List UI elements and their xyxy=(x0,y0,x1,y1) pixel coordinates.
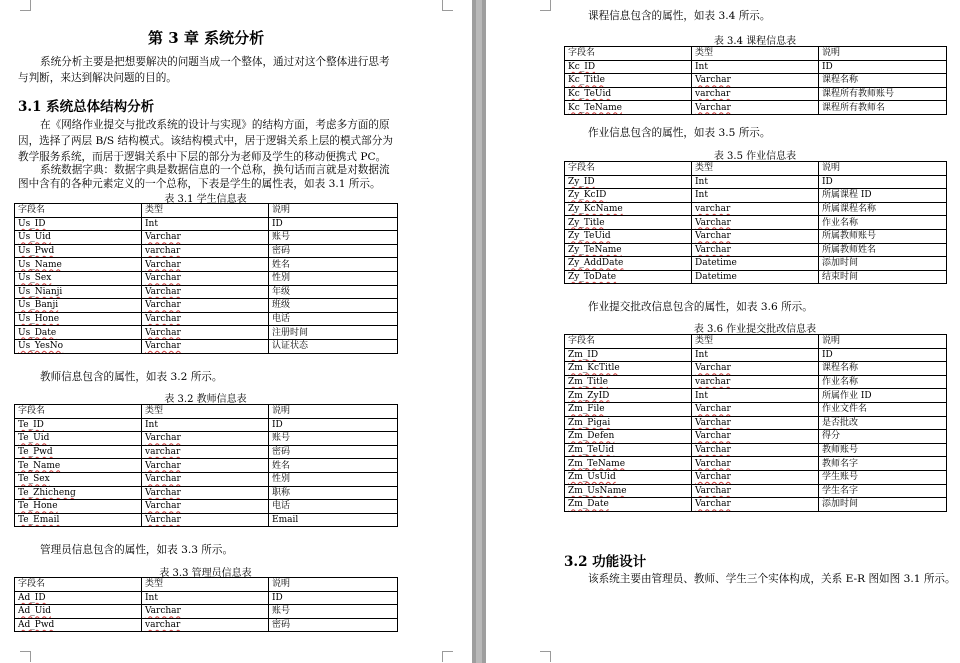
table-header-cell: 字段名 xyxy=(565,162,692,176)
table-row xyxy=(15,231,398,245)
table-row xyxy=(15,605,398,619)
table-cell: Zy_ID xyxy=(565,175,692,189)
table-cell: 电话 xyxy=(269,500,398,514)
table-cell: Us_Banji xyxy=(15,299,142,313)
table-header-cell: 字段名 xyxy=(15,578,142,592)
table-row xyxy=(565,498,947,512)
table-row xyxy=(15,285,398,299)
table-caption: 表 3.2 教师信息表 xyxy=(164,394,247,405)
table-cell: Zy_AddDate xyxy=(565,257,692,271)
table-row xyxy=(565,101,947,115)
table-cell: Ad_ID xyxy=(15,591,142,605)
table-cell: Te_Email xyxy=(15,513,142,527)
table-cell: Us_ID xyxy=(15,217,142,231)
table-cell: Us_Pwd xyxy=(15,244,142,258)
table-cell: Varchar xyxy=(692,229,819,243)
table-header-cell: 类型 xyxy=(692,335,819,349)
table-cell: 课程名称 xyxy=(819,74,947,88)
paragraph-line: 管理员信息包含的属性，如表 3.3 所示。 xyxy=(40,544,234,556)
table-header-cell: 类型 xyxy=(142,405,269,419)
table-row xyxy=(565,243,947,257)
table-cell: Varchar xyxy=(692,243,819,257)
table-cell: Varchar xyxy=(692,74,819,88)
table-cell: Te_Uid xyxy=(15,432,142,446)
table-cell: Varchar xyxy=(142,459,269,473)
table-cell: 教师名字 xyxy=(819,457,947,471)
table-cell: Varchar xyxy=(692,216,819,230)
table-header-cell: 说明 xyxy=(819,47,947,61)
table-row xyxy=(15,618,398,632)
table-cell: 账号 xyxy=(269,432,398,446)
table-cell: Us_Date xyxy=(15,326,142,340)
crop-mark xyxy=(540,651,551,662)
table-cell: Email xyxy=(269,513,398,527)
table-row xyxy=(15,271,398,285)
table-header-row xyxy=(15,204,398,218)
table-cell: Int xyxy=(692,389,819,403)
table-cell: 职称 xyxy=(269,486,398,500)
crop-mark xyxy=(442,651,453,662)
table-cell: Int xyxy=(142,217,269,231)
table-cell: ID xyxy=(269,418,398,432)
table-cell: Us_Nianji xyxy=(15,285,142,299)
table-header-cell: 说明 xyxy=(269,204,398,218)
intro-paragraph-line: 与判断，来达到解决问题的目的。 xyxy=(18,72,177,84)
table-cell: 作业名称 xyxy=(819,375,947,389)
course-info-table xyxy=(564,46,947,115)
table-cell: ID xyxy=(819,60,947,74)
table-caption: 表 3.6 作业提交批改信息表 xyxy=(693,324,817,335)
table-cell: 作业名称 xyxy=(819,216,947,230)
table-row xyxy=(565,457,947,471)
table-row xyxy=(565,430,947,444)
table-cell: 所属教师姓名 xyxy=(819,243,947,257)
table-cell: 账号 xyxy=(269,605,398,619)
table-row xyxy=(565,402,947,416)
table-row xyxy=(565,175,947,189)
paragraph-line: 在《网络作业提交与批改系统的设计与实现》的结构方面，考虑多方面的原 xyxy=(40,119,390,131)
table-cell: 学生名字 xyxy=(819,484,947,498)
table-cell: Zm_Pigai xyxy=(565,416,692,430)
table-cell: varchar xyxy=(142,618,269,632)
table-cell: Zm_UsUid xyxy=(565,470,692,484)
table-cell: Zm_Defen xyxy=(565,430,692,444)
paragraph-line: 该系统主要由管理员、教师、学生三个实体构成，关系 E-R 图如图 3.1 所示。 xyxy=(588,573,956,585)
table-header-cell: 说明 xyxy=(269,405,398,419)
table-cell: Varchar xyxy=(692,101,819,115)
table-cell: 注册时间 xyxy=(269,326,398,340)
table-cell: Zm_ID xyxy=(565,348,692,362)
student-info-table xyxy=(14,203,398,354)
table-row xyxy=(15,513,398,527)
table-cell: Varchar xyxy=(692,484,819,498)
table-cell: Int xyxy=(142,591,269,605)
table-row xyxy=(15,445,398,459)
table-cell: Zm_TeUid xyxy=(565,443,692,457)
table-cell: Int xyxy=(692,175,819,189)
table-row xyxy=(565,389,947,403)
table-row xyxy=(565,484,947,498)
table-cell: Ad_Uid xyxy=(15,605,142,619)
table-cell: Zy_ToDate xyxy=(565,270,692,284)
table-cell: Varchar xyxy=(692,362,819,376)
table-cell: Varchar xyxy=(692,457,819,471)
table-row xyxy=(15,459,398,473)
table-cell: Te_Zhicheng xyxy=(15,486,142,500)
table-caption: 表 3.3 管理员信息表 xyxy=(159,568,252,579)
table-cell: ID xyxy=(819,348,947,362)
table-cell: ID xyxy=(269,217,398,231)
table-cell: Kc_ID xyxy=(565,60,692,74)
table-cell: 教师账号 xyxy=(819,443,947,457)
table-cell: 添加时间 xyxy=(819,257,947,271)
table-cell: Te_Name xyxy=(15,459,142,473)
table-header-cell: 字段名 xyxy=(15,204,142,218)
table-cell: Varchar xyxy=(142,605,269,619)
table-cell: Zm_TeName xyxy=(565,457,692,471)
table-row xyxy=(565,74,947,88)
table-cell: Zm_KcTitle xyxy=(565,362,692,376)
table-header-cell: 类型 xyxy=(692,47,819,61)
crop-mark xyxy=(20,0,31,11)
table-cell: Varchar xyxy=(142,258,269,272)
table-row xyxy=(565,362,947,376)
table-cell: Varchar xyxy=(142,312,269,326)
table-row xyxy=(565,229,947,243)
submission-info-table xyxy=(564,334,947,512)
table-row xyxy=(15,500,398,514)
paragraph-line: 图中含有的各种元素定义的一个总称，下表是学生的属性表，如表 3.1 所示。 xyxy=(18,178,381,190)
table-cell: Varchar xyxy=(142,271,269,285)
table-row xyxy=(15,486,398,500)
table-cell: 年级 xyxy=(269,285,398,299)
table-cell: 添加时间 xyxy=(819,498,947,512)
table-header-cell: 说明 xyxy=(269,578,398,592)
table-cell: Int xyxy=(692,348,819,362)
table-row xyxy=(565,375,947,389)
paragraph-line: 作业信息包含的属性，如表 3.5 所示。 xyxy=(588,127,771,139)
table-cell: Datetime xyxy=(692,257,819,271)
paragraph-line: 系统数据字典：数据字典是数据信息的一个总称，换句话而言就是对数据流 xyxy=(40,164,390,176)
table-row xyxy=(15,258,398,272)
table-cell: Kc_TeUid xyxy=(565,87,692,101)
table-row xyxy=(565,348,947,362)
table-cell: Te_Sex xyxy=(15,472,142,486)
table-cell: Ad_Pwd xyxy=(15,618,142,632)
table-header-cell: 类型 xyxy=(692,162,819,176)
table-cell: Varchar xyxy=(692,402,819,416)
document-page-right xyxy=(486,0,960,663)
table-row xyxy=(565,416,947,430)
section-heading-3-2: 3.2 功能设计 xyxy=(564,554,647,570)
table-cell: 所属作业 ID xyxy=(819,389,947,403)
table-cell: Int xyxy=(692,189,819,203)
table-cell: Us_Sex xyxy=(15,271,142,285)
table-header-cell: 说明 xyxy=(819,162,947,176)
table-cell: Varchar xyxy=(692,498,819,512)
intro-paragraph-line: 系统分析主要是把想要解决的问题当成一个整体，通过对这个整体进行思考 xyxy=(40,56,390,68)
table-cell: Int xyxy=(142,418,269,432)
table-cell: 所属课程名称 xyxy=(819,202,947,216)
table-header-row xyxy=(15,578,398,592)
table-header-cell: 说明 xyxy=(819,335,947,349)
table-row xyxy=(565,216,947,230)
table-header-row xyxy=(565,47,947,61)
table-cell: 结束时间 xyxy=(819,270,947,284)
table-cell: 是否批改 xyxy=(819,416,947,430)
table-row xyxy=(565,470,947,484)
table-cell: Varchar xyxy=(692,443,819,457)
document-page-left xyxy=(0,0,472,663)
table-cell: ID xyxy=(819,175,947,189)
table-cell: Varchar xyxy=(142,486,269,500)
table-row xyxy=(15,591,398,605)
table-cell: Varchar xyxy=(692,470,819,484)
table-row xyxy=(15,432,398,446)
crop-mark xyxy=(20,651,31,662)
table-cell: Zm_Title xyxy=(565,375,692,389)
table-header-cell: 字段名 xyxy=(565,47,692,61)
table-row xyxy=(15,299,398,313)
section-heading-3-1: 3.1 系统总体结构分析 xyxy=(18,99,155,115)
table-cell: Varchar xyxy=(692,430,819,444)
table-cell: 课程所有教师名 xyxy=(819,101,947,115)
paragraph-line: 课程信息包含的属性，如表 3.4 所示。 xyxy=(588,10,771,22)
table-cell: Kc_Title xyxy=(565,74,692,88)
table-cell: 课程所有教师账号 xyxy=(819,87,947,101)
table-row xyxy=(15,472,398,486)
table-row xyxy=(565,257,947,271)
table-cell: Zy_Title xyxy=(565,216,692,230)
homework-info-table xyxy=(564,161,947,284)
table-cell: varchar xyxy=(692,87,819,101)
table-cell: 电话 xyxy=(269,312,398,326)
table-row xyxy=(565,87,947,101)
table-cell: 姓名 xyxy=(269,258,398,272)
table-row xyxy=(15,339,398,353)
table-row xyxy=(15,418,398,432)
paragraph-line: 教师信息包含的属性，如表 3.2 所示。 xyxy=(40,371,223,383)
page-gap xyxy=(472,0,486,663)
paragraph-line: 作业提交批改信息包含的属性，如表 3.6 所示。 xyxy=(588,301,813,313)
table-cell: 密码 xyxy=(269,618,398,632)
crop-mark xyxy=(540,0,551,11)
table-row xyxy=(565,202,947,216)
table-cell: Zm_File xyxy=(565,402,692,416)
table-cell: Zy_TeUid xyxy=(565,229,692,243)
admin-info-table xyxy=(14,577,398,632)
table-cell: 作业文件名 xyxy=(819,402,947,416)
table-header-cell: 字段名 xyxy=(15,405,142,419)
table-cell: 性别 xyxy=(269,472,398,486)
table-header-row xyxy=(15,405,398,419)
table-cell: 性别 xyxy=(269,271,398,285)
table-cell: 得分 xyxy=(819,430,947,444)
table-cell: Varchar xyxy=(142,285,269,299)
table-cell: Varchar xyxy=(142,339,269,353)
table-cell: 账号 xyxy=(269,231,398,245)
table-cell: 密码 xyxy=(269,244,398,258)
paragraph-line: 因，选择了两层 B/S 结构模式。该结构模式中，居于逻辑关系上层的模式部分为 xyxy=(18,135,393,147)
table-cell: Te_Hone xyxy=(15,500,142,514)
table-header-cell: 字段名 xyxy=(565,335,692,349)
table-cell: Varchar xyxy=(142,472,269,486)
table-row xyxy=(565,60,947,74)
table-header-row xyxy=(565,162,947,176)
table-header-row xyxy=(565,335,947,349)
table-cell: Varchar xyxy=(142,432,269,446)
table-cell: 课程名称 xyxy=(819,362,947,376)
table-cell: Zm_Date xyxy=(565,498,692,512)
table-cell: Te_ID xyxy=(15,418,142,432)
table-cell: varchar xyxy=(692,202,819,216)
table-cell: varchar xyxy=(692,375,819,389)
table-header-cell: 类型 xyxy=(142,204,269,218)
table-cell: Varchar xyxy=(142,500,269,514)
table-cell: Us_YesNo xyxy=(15,339,142,353)
table-cell: 所属课程 ID xyxy=(819,189,947,203)
table-cell: Us_Hone xyxy=(15,312,142,326)
table-row xyxy=(15,217,398,231)
table-cell: Us_Name xyxy=(15,258,142,272)
table-row xyxy=(565,270,947,284)
table-cell: Varchar xyxy=(142,299,269,313)
table-cell: Zm_ZyID xyxy=(565,389,692,403)
table-cell: Varchar xyxy=(692,416,819,430)
table-cell: Kc_TeName xyxy=(565,101,692,115)
table-cell: 班级 xyxy=(269,299,398,313)
table-row xyxy=(15,244,398,258)
table-row xyxy=(565,443,947,457)
table-cell: Varchar xyxy=(142,326,269,340)
table-caption: 表 3.5 作业信息表 xyxy=(713,151,797,162)
table-cell: Zm_UsName xyxy=(565,484,692,498)
crop-mark xyxy=(442,0,453,11)
table-header-cell: 类型 xyxy=(142,578,269,592)
table-cell: 所属教师账号 xyxy=(819,229,947,243)
table-cell: Int xyxy=(692,60,819,74)
table-cell: varchar xyxy=(142,244,269,258)
table-cell: 学生账号 xyxy=(819,470,947,484)
table-cell: Te_Pwd xyxy=(15,445,142,459)
table-cell: Zy_TeName xyxy=(565,243,692,257)
table-row xyxy=(565,189,947,203)
table-cell: ID xyxy=(269,591,398,605)
table-cell: Datetime xyxy=(692,270,819,284)
table-caption: 表 3.1 学生信息表 xyxy=(164,194,247,205)
table-cell: 认证状态 xyxy=(269,339,398,353)
table-cell: varchar xyxy=(142,445,269,459)
table-cell: Varchar xyxy=(142,513,269,527)
table-cell: Zy_KcID xyxy=(565,189,692,203)
table-row xyxy=(15,326,398,340)
table-cell: Varchar xyxy=(142,231,269,245)
table-caption: 表 3.4 课程信息表 xyxy=(713,36,797,47)
teacher-info-table xyxy=(14,404,398,527)
table-cell: 姓名 xyxy=(269,459,398,473)
table-cell: 密码 xyxy=(269,445,398,459)
table-cell: Zy_KcName xyxy=(565,202,692,216)
chapter-title: 第 3 章 系统分析 xyxy=(148,29,265,47)
table-cell: Us_Uid xyxy=(15,231,142,245)
table-row xyxy=(15,312,398,326)
paragraph-line: 教学服务系统，而居于逻辑关系中下层的部分为老师及学生的移动便携式 PC。 xyxy=(18,151,387,163)
